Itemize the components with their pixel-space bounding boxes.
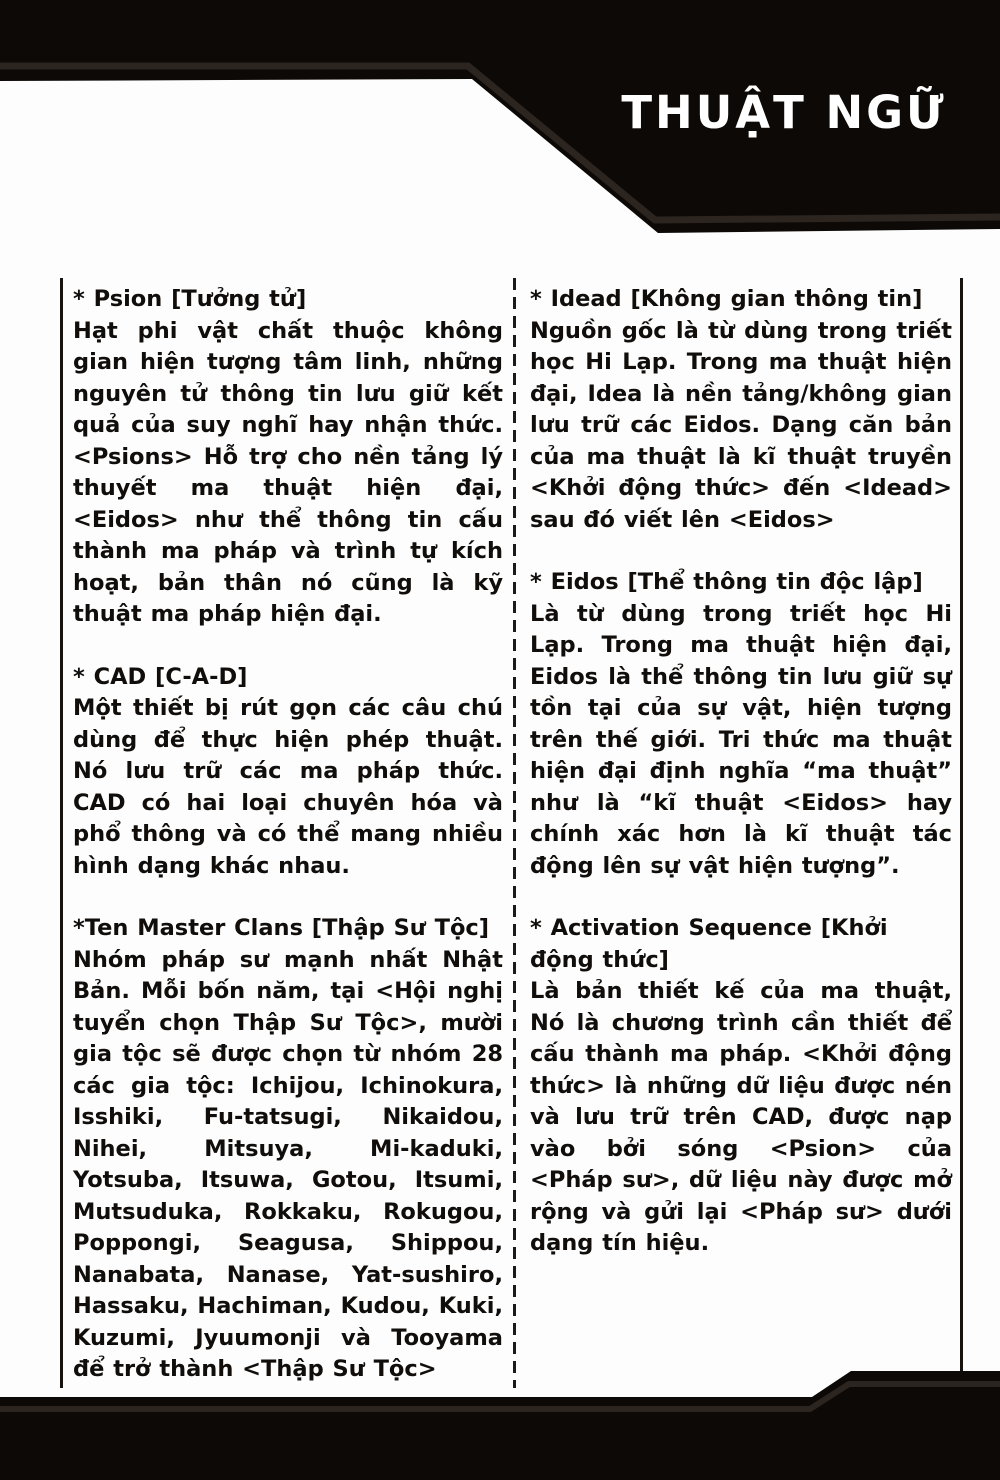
glossary-term: * CAD [C-A-D] bbox=[73, 663, 248, 690]
glossary-entry bbox=[530, 913, 952, 1260]
glossary-right-column bbox=[516, 278, 960, 1388]
glossary-entry bbox=[530, 567, 952, 882]
glossary-term: * Activation Sequence [Khởi động thức] bbox=[530, 915, 888, 973]
glossary-entry bbox=[73, 662, 503, 883]
footer-banner bbox=[0, 1360, 1000, 1480]
glossary-term: * Idead [Không gian thông tin] bbox=[530, 286, 923, 312]
glossary-definition: Là từ dùng trong triết học Hi Lạp. Trong ma thuật hiện đại, Eidos là thể thông tin lưu giữ sự tồn tại của sự vật, hiện tượng trên thế giới. Tri thức ma thuật hiện đại định nghĩa “ma thuật” như là “kĩ thuật <Eidos> hay chính xác hơn là kĩ thuật tác động lên sự vật hiện tượng”. bbox=[530, 600, 952, 879]
glossary-term: * Psion [Tưởng tử] bbox=[73, 286, 307, 312]
glossary-term: *Ten Master Clans [Thập Sư Tộc] bbox=[73, 915, 490, 941]
glossary-term: * Eidos [Thể thông tin độc lập] bbox=[530, 569, 923, 595]
page-title: THUẬT NGỮ bbox=[621, 86, 947, 139]
glossary-definition: Hạt phi vật chất thuộc không gian hiện tượng tâm linh, những nguyên tử thông tin lưu giữ kết quả của suy nghĩ hay nhận thức. <Psions> Hỗ trợ cho nền tảng lý thuyết ma thuật hiện đại, <Eidos> như thể thông tin cấu thành ma pháp và trình tự kích hoạt, bản thân nó cũng là kỹ thuật ma pháp hiện đại. bbox=[73, 317, 503, 627]
glossary-definition: Nhóm pháp sư mạnh nhất Nhật Bản. Mỗi bốn năm, tại <Hội nghị tuyển chọn Thập Sư Tộc>, mười gia tộc sẽ được chọn từ nhóm 28 các gia tộc: Ichijou, Ichinokura, Isshiki, Fu-tatsugi, Nikaidou, Nihei, Mitsuya, Mi-kaduki, Yotsuba, Itsuwa, Gotou, Itsumi, Mutsuduka, Rokkaku, Rokugou, Poppongi, Seagusa, Shippou, Nanabata, Nanase, Yat-sushiro, Hassaku, Hachiman, Kudou, Kuki, Kuzumi, Jyuumonji và Tooyama để trở thành <Thập Sư Tộc> bbox=[73, 946, 503, 1382]
footer-banner-shape bbox=[0, 1371, 1000, 1480]
glossary-definition: Một thiết bị rút gọn các câu chú dùng để thực hiện phép thuật. Nó lưu trữ các ma pháp thức. CAD có hai loại chuyên hóa và phổ thông và có thể mang nhiều hình dạng khác nhau. bbox=[73, 695, 503, 879]
glossary-definition: Nguồn gốc là từ dùng trong triết học Hi Lạp. Trong ma thuật hiện đại, Idea là nền tảng/không gian lưu trữ các Eidos. Dạng căn bản của ma thuật là kĩ thuật truyền <Khởi động thức> đến <Idead> sau đó viết lên <Eidos> bbox=[530, 317, 952, 533]
glossary-entry bbox=[73, 284, 503, 631]
glossary-panel bbox=[60, 278, 963, 1388]
glossary-entry bbox=[530, 284, 952, 536]
glossary-definition: Là bản thiết kế của ma thuật, Nó là chương trình cần thiết để cấu thành ma pháp. <Khởi động thức> là những dữ liệu được nén và lưu trữ trên CAD, được nạp vào bởi sóng <Psion> của <Pháp sư>, dữ liệu này được mở rộng và gửi lại <Pháp sư> dưới dạng tín hiệu. bbox=[530, 978, 952, 1256]
glossary-left-column bbox=[63, 278, 513, 1388]
glossary-entry bbox=[73, 913, 503, 1386]
